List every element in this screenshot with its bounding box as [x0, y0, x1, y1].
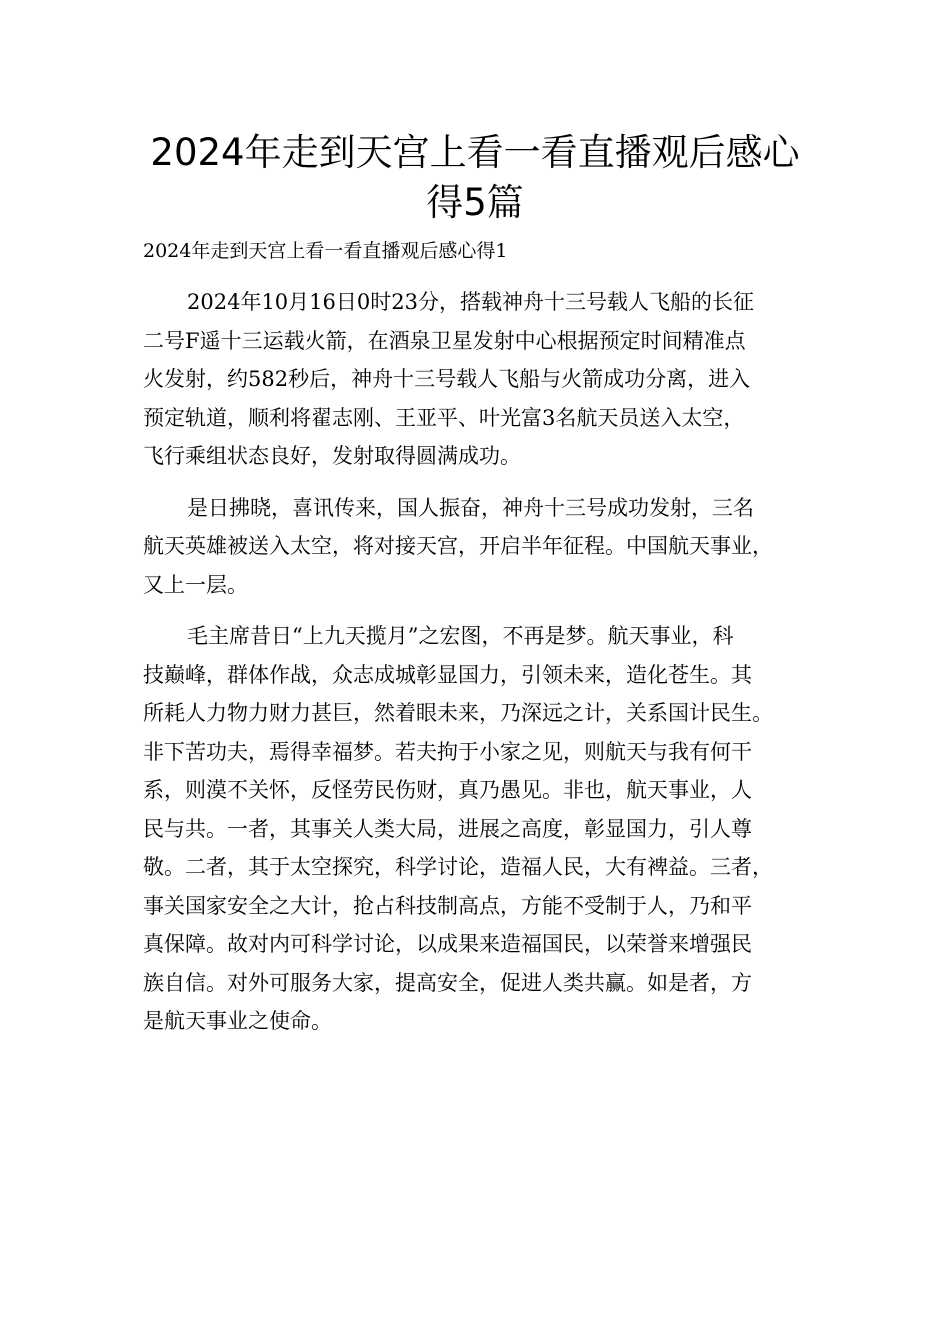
text-line: 航天英雄被送入太空，将对接天宫，开启半年征程。中国航天事业，	[143, 534, 773, 558]
text-line: 是日拂晓，喜讯传来，国人振奋，神舟十三号成功发射，三名	[187, 495, 754, 520]
text-line: 又上一层。	[143, 572, 248, 597]
text-line: 二号F遥十三运载火箭，在酒泉卫星发射中心根据预定时间精准点	[143, 328, 746, 353]
text-line: 技巅峰，群体作战，众志成城彰显国力，引领未来，造化苍生。其	[143, 662, 752, 687]
text-line: 毛主席昔日“上九天揽月”之宏图，不再是梦。航天事业，科	[187, 624, 734, 648]
paragraph	[143, 283, 811, 476]
text-line: 民与共。一者，其事关人类大局，进展之高度，彰显国力，引人尊	[143, 816, 752, 841]
text-line: 所耗人力物力财力甚巨，然着眼未来，乃深远之计，关系国计民生。	[143, 701, 773, 725]
document-title	[120, 128, 830, 228]
text-line: 敬。二者，其于太空探究，科学讨论，造福人民，大有裨益。三者，	[143, 855, 773, 879]
text-line: 真保障。故对内可科学讨论，以成果来造福国民，以荣誉来增强民	[143, 932, 752, 956]
text-line: 非下苦功夫，焉得幸福梦。若夫拘于小家之见，则航天与我有何干	[143, 739, 752, 764]
text-line: 是航天事业之使命。	[143, 1009, 332, 1033]
text-line: 2024年10月16日0时23分，搭载神舟十三号载人飞船的长征	[187, 290, 754, 314]
title-line: 得5篇	[426, 181, 524, 224]
title-line: 2024年走到天宫上看一看直播观后感心	[150, 131, 800, 174]
text-line: 飞行乘组状态良好，发射取得圆满成功。	[143, 444, 521, 468]
document-body	[143, 283, 811, 1054]
section-heading: 2024年走到天宫上看一看直播观后感心得1	[143, 240, 508, 262]
text-line: 系，则漠不关怀，反怪劳民伤财，真乃愚见。非也，航天事业，人	[143, 778, 752, 802]
text-line: 火发射，约582秒后，神舟十三号载人飞船与火箭成功分离，进入	[143, 367, 751, 391]
text-line: 事关国家安全之大计，抢占科技制高点，方能不受制于人，乃和平	[143, 893, 752, 918]
text-line: 预定轨道，顺利将翟志刚、王亚平、叶光富3名航天员送入太空，	[143, 405, 745, 430]
paragraph	[143, 489, 811, 605]
text-line: 族自信。对外可服务大家，提高安全，促进人类共赢。如是者，方	[143, 970, 752, 995]
paragraph	[143, 617, 811, 1041]
